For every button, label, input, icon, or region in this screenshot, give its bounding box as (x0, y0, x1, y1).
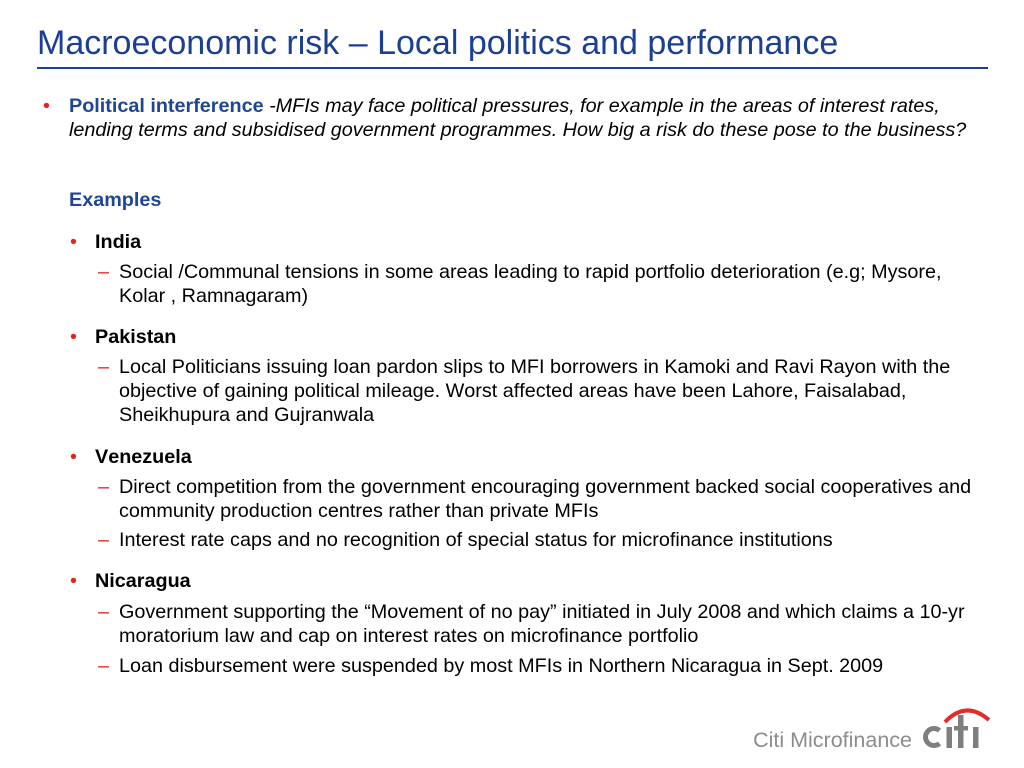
logo-letter-t-stem (958, 715, 964, 748)
country-point (0, 475, 1024, 522)
logo-arc (945, 710, 989, 722)
citi-logo (918, 700, 994, 752)
logo-letter-c (926, 729, 940, 746)
country-point (0, 528, 1024, 552)
bullet-point-icon: • (43, 95, 50, 117)
title-underline (37, 67, 988, 69)
dash-marker-icon: – (98, 476, 110, 498)
bullet-point-icon: • (70, 570, 77, 592)
dash-marker-icon: – (98, 261, 110, 283)
intro-bullet-item (0, 94, 1024, 141)
logo-letter-i (947, 727, 953, 748)
country-name: Nicaragua (95, 570, 191, 592)
examples-heading: Examples (69, 189, 162, 211)
country-item-india (0, 230, 1024, 254)
country-point-text: Interest rate caps and no recognition of special status for microfinance institutions (119, 529, 833, 551)
dash-marker-icon: – (98, 601, 110, 623)
country-point-text: Local Politicians issuing loan pardon slips to MFI borrowers in Kamoki and Ravi Rayon with the objective of gaining political mileage. Worst affected areas have been Lahore, Faisalabad, Sheikhupura and Gujranwala (119, 356, 951, 426)
country-point (0, 260, 1024, 307)
intro-text: -MFIs may face political pressures, for example in the areas of interest rates, lending terms and subsidised government programmes. How big a risk do these pose to the business? (69, 95, 967, 141)
country-point (0, 600, 1024, 647)
footer-brand-text: Citi Microfinance (753, 728, 912, 752)
examples-heading-item (0, 188, 1024, 212)
bullet-point-icon: • (70, 231, 77, 253)
dash-marker-icon: – (98, 655, 110, 677)
bullet-point-icon: • (70, 326, 77, 348)
dash-marker-icon: – (98, 529, 110, 551)
country-name: Pakistan (95, 326, 177, 348)
intro-heading: Political interference (69, 95, 264, 117)
country-item-pakistan (0, 325, 1024, 349)
logo-letter-i (973, 727, 979, 748)
dash-marker-icon: – (98, 356, 110, 378)
country-point-text: Government supporting the “Movement of no pay” initiated in July 2008 and which claims a 10-yr moratorium law and cap on interest rates on microfinance portfolio (119, 601, 965, 647)
country-item-venezuela (0, 445, 1024, 469)
country-point (0, 355, 1024, 426)
country-item-nicaragua (0, 569, 1024, 593)
logo-letter-t-bar (954, 726, 968, 731)
bullet-point-icon: • (70, 446, 77, 468)
country-point-text: Direct competition from the government encouraging government backed social cooperatives and community production centres rather than private MFIs (119, 476, 972, 522)
country-name: India (95, 231, 142, 253)
intro-paragraph (69, 94, 984, 142)
country-point-text: Loan disbursement were suspended by most MFIs in Northern Nicaragua in Sept. 2009 (119, 655, 884, 677)
country-point-text: Social /Communal tensions in some areas leading to rapid portfolio deterioration (e.g; Mysore, Kolar , Ramnagaram) (119, 261, 942, 307)
country-point (0, 654, 1024, 678)
slide-title: Macroeconomic risk – Local politics and performance (37, 24, 839, 62)
country-name: Venezuela (95, 446, 192, 468)
